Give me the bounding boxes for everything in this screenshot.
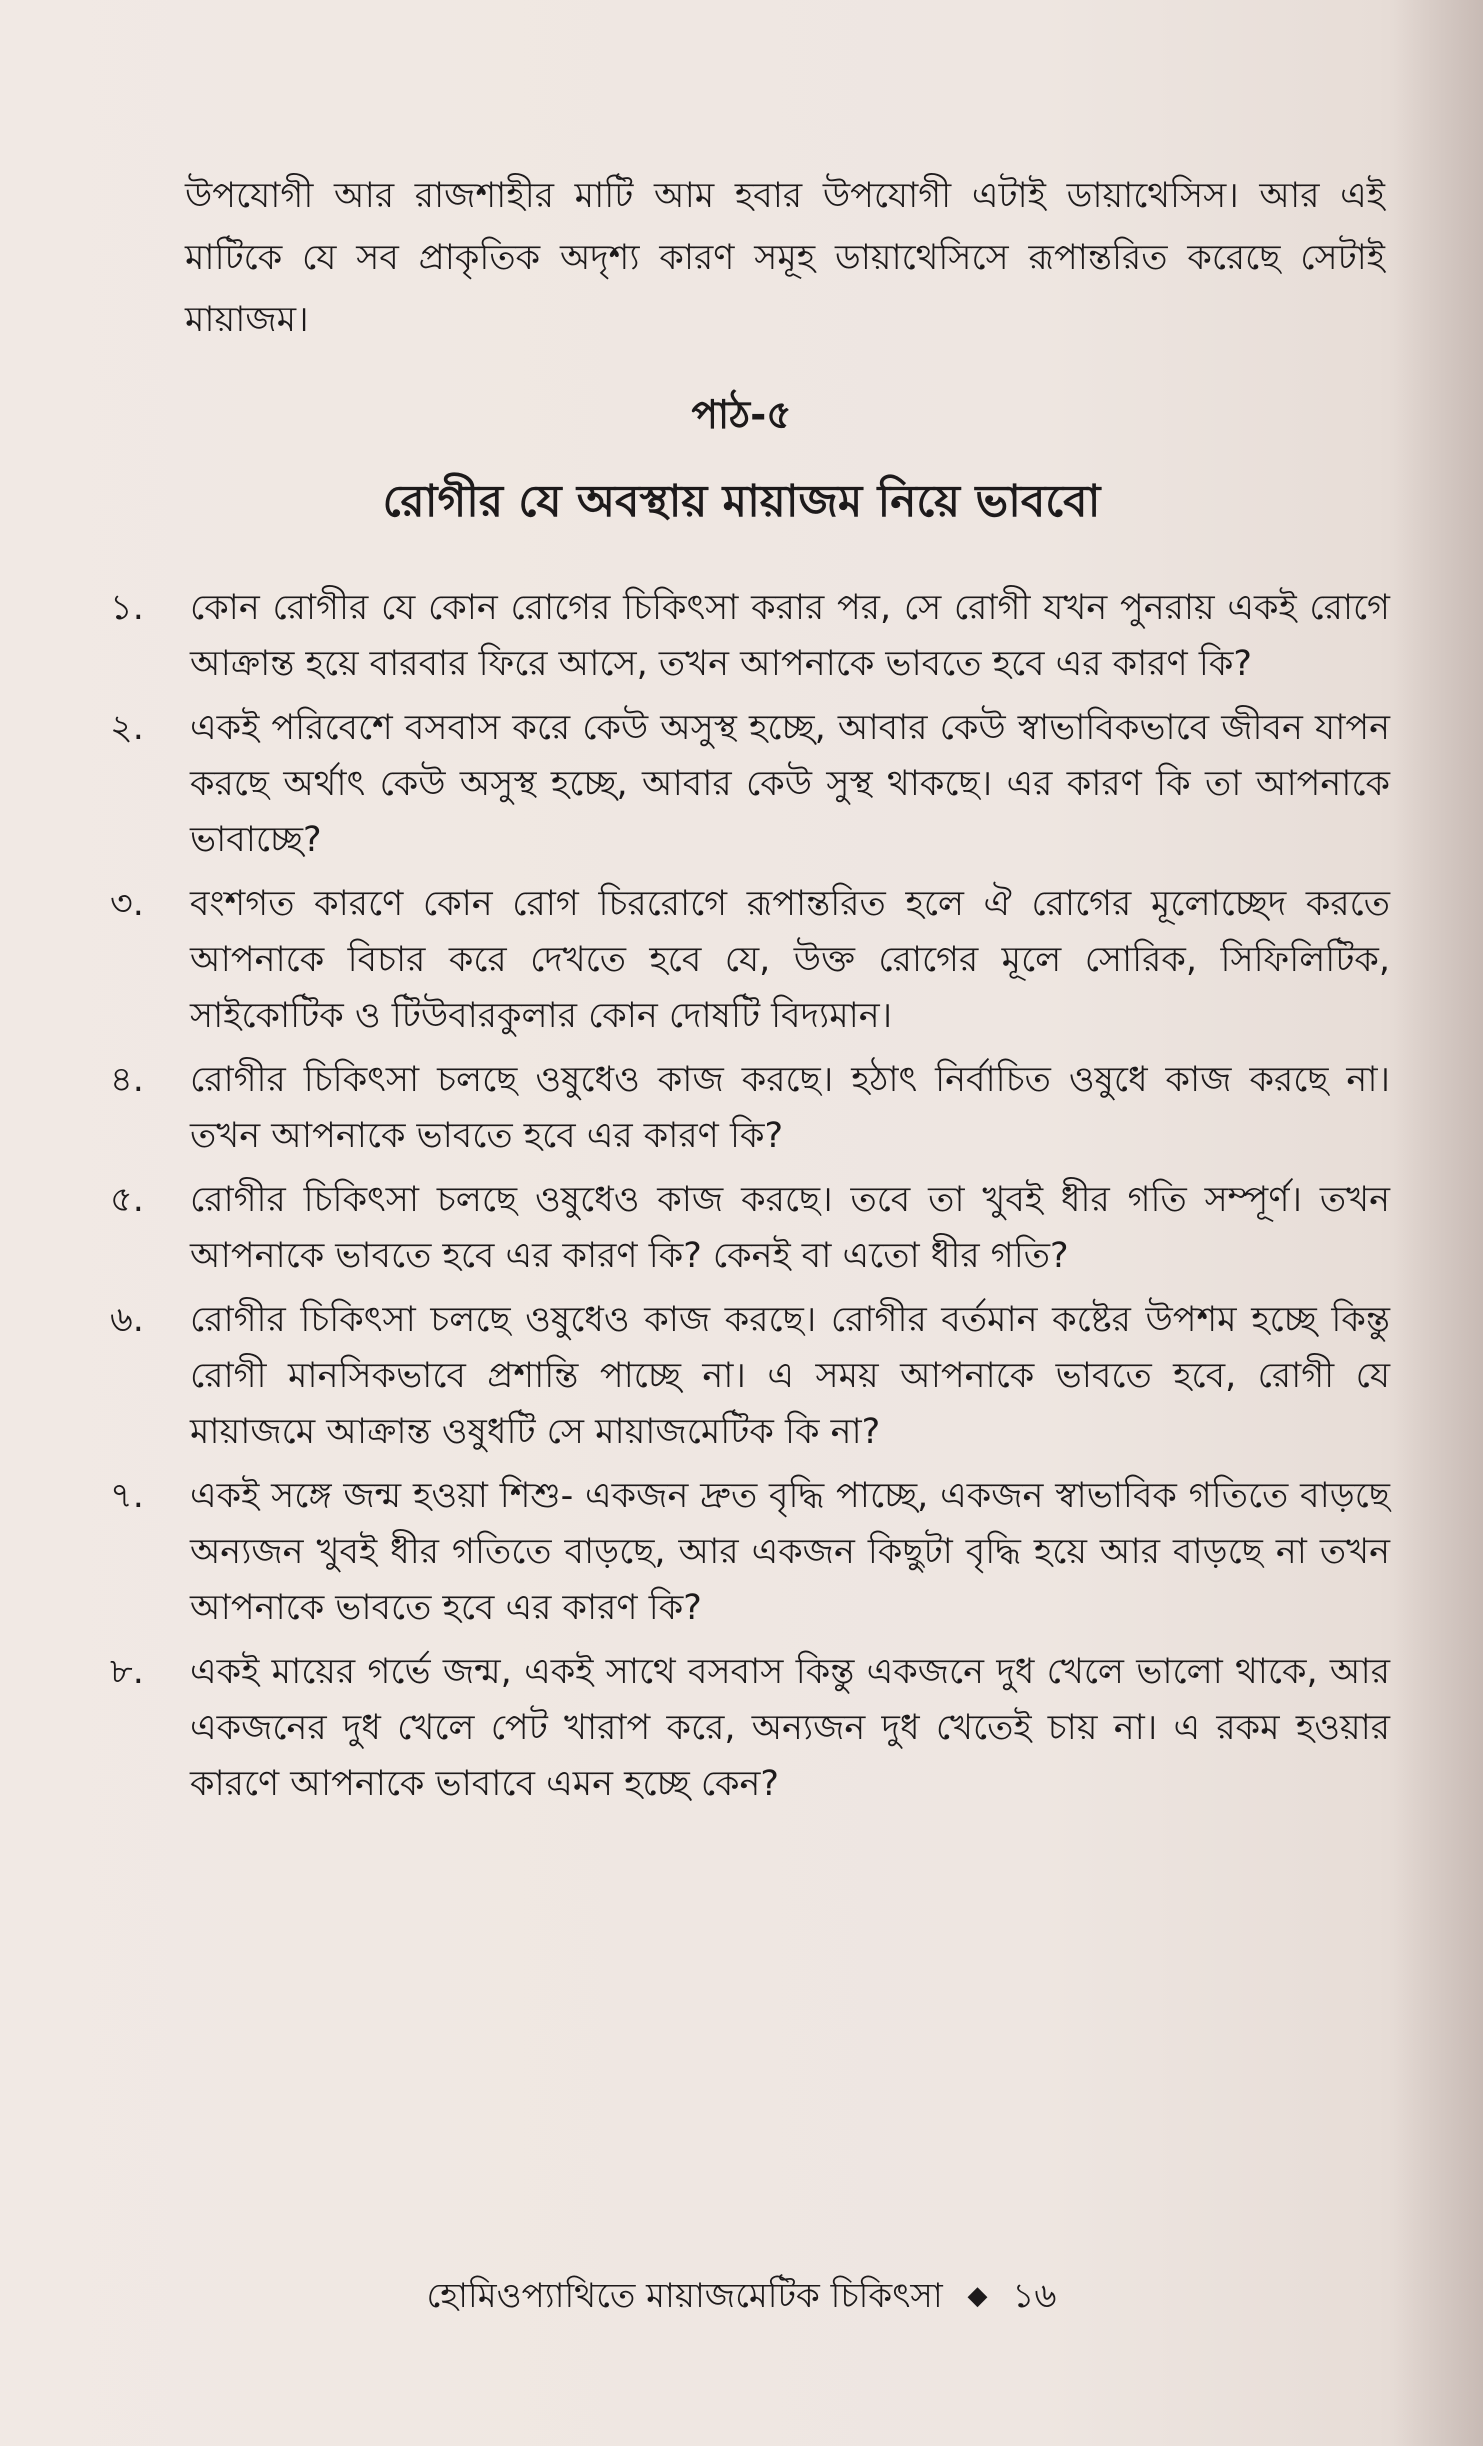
diamond-separator-icon: ◆: [967, 2281, 988, 2311]
item-text: একই পরিবেশে বসবাস করে কেউ অসুস্থ হচ্ছে, আবার কেউ স্বাভাবিকভাবে জীবন যাপন করছে অর্থাৎ কেউ অসুস্থ হচ্ছে, আবার কেউ সুস্থ থাকছে। এর কারণ কি তা আপনাকে ভাবাচ্ছে?: [190, 708, 1390, 860]
page-footer: [0, 2270, 1483, 2327]
item-number: ৭.: [110, 1476, 144, 1516]
list-item: [110, 700, 1390, 868]
section-heading: রোগীর যে অবস্থায় মায়াজম নিয়ে ভাববো: [382, 476, 1101, 527]
page-edge-shadow: [1393, 0, 1483, 2446]
list-item: [110, 1468, 1390, 1636]
item-text: রোগীর চিকিৎসা চলছে ওষুধেও কাজ করছে। তবে তা খুবই ধীর গতি সম্পূর্ণ। তখন আপনাকে ভাবতে হবে এর কারণ কি? কেনই বা এতো ধীর গতি?: [190, 1180, 1390, 1276]
item-number: ১.: [110, 588, 144, 628]
list-item: [110, 1292, 1390, 1460]
lesson-title: পাঠ-৫: [691, 393, 792, 438]
item-text: রোগীর চিকিৎসা চলছে ওষুধেও কাজ করছে। রোগীর বর্তমান কষ্টের উপশম হচ্ছে কিন্তু রোগী মানসিকভাবে প্রশান্তি পাচ্ছে না। এ সময় আপনাকে ভাবতে হবে, রোগী যে মায়াজমে আক্রান্ত ওষুধটি সে মায়াজমেটিক কি না?: [190, 1300, 1390, 1452]
item-text: কোন রোগীর যে কোন রোগের চিকিৎসা করার পর, সে রোগী যখন পুনরায় একই রোগে আক্রান্ত হয়ে বারবার ফিরে আসে, তখন আপনাকে ভাবতে হবে এর কারণ কি?: [190, 588, 1390, 684]
list-item: [110, 1172, 1390, 1284]
item-number: ৮.: [110, 1652, 144, 1692]
list-item: [110, 1052, 1390, 1164]
item-number: ৪.: [110, 1060, 144, 1100]
intro-paragraph: [185, 165, 1385, 351]
footer-book-title: হোমিওপ্যাথিতে মায়াজমেটিক চিকিৎসা: [426, 2276, 943, 2316]
item-text: রোগীর চিকিৎসা চলছে ওষুধেও কাজ করছে। হঠাৎ নির্বাচিত ওষুধে কাজ করছে না। তখন আপনাকে ভাবতে হবে এর কারণ কি?: [190, 1060, 1390, 1156]
item-number: ৩.: [110, 884, 144, 924]
item-number: ২.: [110, 708, 144, 748]
item-text: একই সঙ্গে জন্ম হওয়া শিশু- একজন দ্রুত বৃদ্ধি পাচ্ছে, একজন স্বাভাবিক গতিতে বাড়ছে অন্যজন খুবই ধীর গতিতে বাড়ছে, আর একজন কিছুটা বৃদ্ধি হয়ে আর বাড়ছে না তখন আপনাকে ভাবতে হবে এর কারণ কি?: [190, 1476, 1390, 1628]
item-number: ৫.: [110, 1180, 144, 1220]
item-text: একই মায়ের গর্ভে জন্ম, একই সাথে বসবাস কিন্তু একজনে দুধ খেলে ভালো থাকে, আর একজনের দুধ খেলে পেট খারাপ করে, অন্যজন দুধ খেতেই চায় না। এ রকম হওয়ার কারণে আপনাকে ভাবাবে এমন হচ্ছে কেন?: [190, 1652, 1390, 1804]
item-text: বংশগত কারণে কোন রোগ চিররোগে রূপান্তরিত হলে ঐ রোগের মূলোচ্ছেদ করতে আপনাকে বিচার করে দেখতে হবে যে, উক্ত রোগের মূলে সোরিক, সিফিলিটিক, সাইকোটিক ও টিউবারকুলার কোন দোষটি বিদ্যমান।: [190, 884, 1390, 1036]
page-number: ১৬: [1012, 2276, 1057, 2316]
numbered-list: [110, 580, 1390, 1820]
list-item: [110, 1644, 1390, 1812]
intro-text: উপযোগী আর রাজশাহীর মাটি আম হবার উপযোগী এটাই ডায়াথেসিস। আর এই মাটিকে যে সব প্রাকৃতিক অদৃশ্য কারণ সমূহ ডায়াথেসিসে রূপান্তরিত করেছে সেটাই মায়াজম।: [185, 176, 1385, 340]
item-number: ৬.: [110, 1300, 144, 1340]
list-item: [110, 580, 1390, 692]
list-item: [110, 876, 1390, 1044]
